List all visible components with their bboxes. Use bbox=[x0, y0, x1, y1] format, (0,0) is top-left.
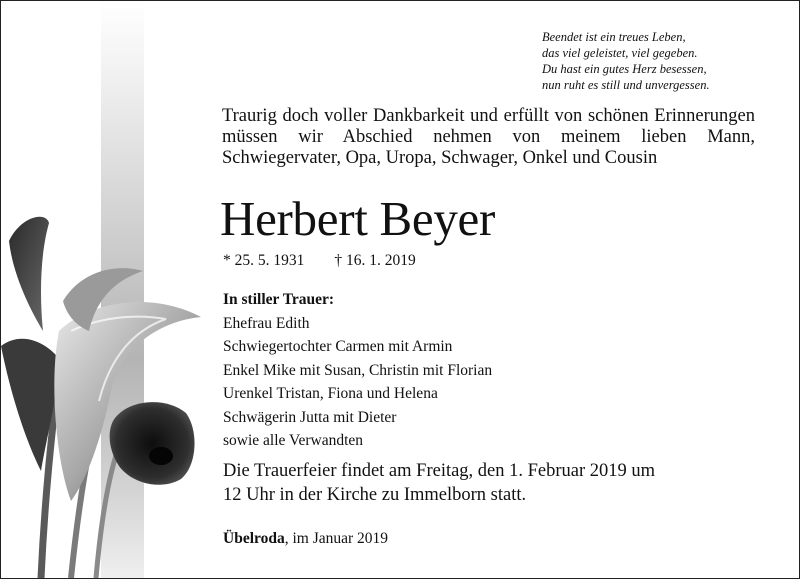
death-date: † 16. 1. 2019 bbox=[334, 252, 416, 269]
mourner-line: Enkel Mike mit Susan, Christin mit Florian bbox=[223, 361, 493, 379]
mourner-line: Urenkel Tristan, Fiona und Helena bbox=[223, 385, 438, 402]
deceased-name: Herbert Beyer bbox=[220, 191, 495, 246]
calla-lily-illustration bbox=[1, 1, 231, 578]
life-dates bbox=[223, 251, 416, 271]
intro-text: Traurig doch voller Dankbarkeit und erfüllt von schönen Erinnerungen müssen wir Abschied nehmen von meinem lieben Mann, Schwiegervater, Opa, Uropa, Schwager, Onkel und Cousin bbox=[222, 106, 755, 168]
place-and-date bbox=[223, 529, 388, 549]
poem-line: nun ruht es still und unvergessen. bbox=[542, 78, 710, 92]
poem-line: das viel geleistet, viel gegeben. bbox=[542, 46, 698, 60]
town-name: Übelroda bbox=[223, 530, 285, 547]
mourners-heading: In stiller Trauer: bbox=[223, 291, 335, 308]
funeral-service-notice bbox=[223, 459, 763, 507]
mourner-line: Ehefrau Edith bbox=[223, 314, 310, 332]
mourner-line: sowie alle Verwandten bbox=[223, 432, 364, 449]
service-line: 12 Uhr in der Kirche zu Immelborn statt. bbox=[223, 485, 527, 505]
mourner-line: Schwägerin Jutta mit Dieter bbox=[223, 408, 397, 426]
mourners-list bbox=[223, 288, 643, 453]
poem bbox=[542, 29, 752, 93]
poem-line: Du hast ein gutes Herz besessen, bbox=[542, 62, 707, 76]
birth-date: * 25. 5. 1931 bbox=[223, 252, 305, 269]
service-line: Die Trauerfeier findet am Freitag, den 1. Februar 2019 um bbox=[223, 461, 656, 481]
notice-date: , im Januar 2019 bbox=[284, 530, 389, 547]
mourner-line: Schwiegertochter Carmen mit Armin bbox=[223, 338, 453, 355]
poem-line: Beendet ist ein treues Leben, bbox=[542, 30, 686, 44]
